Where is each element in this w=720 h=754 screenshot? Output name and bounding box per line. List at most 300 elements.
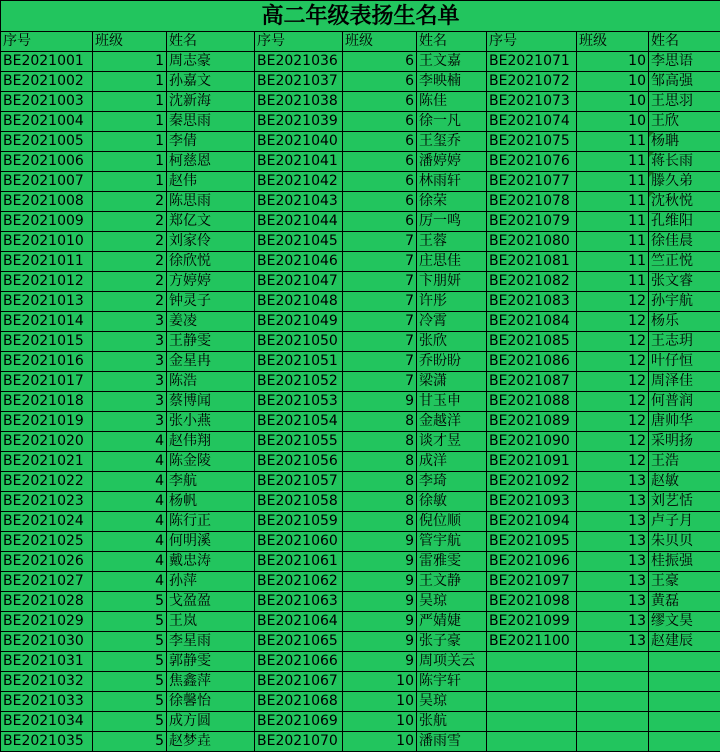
cell-class[interactable]: 5 bbox=[93, 692, 167, 712]
cell-student-name[interactable]: 王岚 bbox=[167, 612, 255, 632]
cell-class[interactable]: 10 bbox=[343, 712, 417, 732]
header-cell-id[interactable]: 序号 bbox=[1, 32, 93, 52]
cell-student-name[interactable]: 王浩 bbox=[649, 452, 720, 472]
cell-student-name[interactable]: 蒋长雨 bbox=[649, 152, 720, 172]
cell-class[interactable]: 3 bbox=[93, 312, 167, 332]
cell-student-name[interactable]: 缪文昊 bbox=[649, 612, 720, 632]
cell-student-id[interactable]: BE2021020 bbox=[1, 432, 93, 452]
cell-class[interactable]: 11 bbox=[577, 232, 649, 252]
cell-student-name[interactable]: 张小燕 bbox=[167, 412, 255, 432]
cell-student-id[interactable]: BE2021040 bbox=[255, 132, 343, 152]
cell-student-name[interactable]: 严婧婕 bbox=[417, 612, 487, 632]
cell-student-id[interactable]: BE2021017 bbox=[1, 372, 93, 392]
cell-student-name[interactable]: 陈宇轩 bbox=[417, 672, 487, 692]
cell-student-id[interactable]: BE2021076 bbox=[487, 152, 577, 172]
cell-class[interactable]: 6 bbox=[343, 132, 417, 152]
cell-student-name[interactable]: 赵建辰 bbox=[649, 632, 720, 652]
cell-student-id[interactable]: BE2021043 bbox=[255, 192, 343, 212]
cell-student-name[interactable]: 采明扬 bbox=[649, 432, 720, 452]
cell-class[interactable]: 12 bbox=[577, 392, 649, 412]
cell-student-id[interactable]: BE2021071 bbox=[487, 52, 577, 72]
cell-student-id[interactable]: BE2021077 bbox=[487, 172, 577, 192]
cell-student-name[interactable]: 庄思佳 bbox=[417, 252, 487, 272]
cell-student-id[interactable]: BE2021001 bbox=[1, 52, 93, 72]
cell-student-id[interactable]: BE2021070 bbox=[255, 732, 343, 752]
cell-student-id[interactable]: BE2021072 bbox=[487, 72, 577, 92]
cell-student-id[interactable]: BE2021002 bbox=[1, 72, 93, 92]
cell-class[interactable]: 6 bbox=[343, 52, 417, 72]
cell-class[interactable]: 13 bbox=[577, 552, 649, 572]
cell-student-name[interactable]: 杨乐 bbox=[649, 312, 720, 332]
cell-class[interactable]: 1 bbox=[93, 72, 167, 92]
cell-student-id[interactable]: BE2021011 bbox=[1, 252, 93, 272]
cell-student-id[interactable]: BE2021085 bbox=[487, 332, 577, 352]
cell-student-id[interactable]: BE2021028 bbox=[1, 592, 93, 612]
cell-student-id[interactable]: BE2021012 bbox=[1, 272, 93, 292]
cell-class[interactable]: 12 bbox=[577, 412, 649, 432]
cell-class[interactable]: 10 bbox=[577, 52, 649, 72]
cell-student-id[interactable]: BE2021088 bbox=[487, 392, 577, 412]
cell-student-id[interactable]: BE2021062 bbox=[255, 572, 343, 592]
cell-class[interactable]: 7 bbox=[343, 372, 417, 392]
cell-student-name[interactable]: 王静雯 bbox=[167, 332, 255, 352]
cell-student-id[interactable]: BE2021026 bbox=[1, 552, 93, 572]
cell-class[interactable]: 6 bbox=[343, 212, 417, 232]
cell-class[interactable]: 11 bbox=[577, 132, 649, 152]
cell-student-name[interactable]: 李琦 bbox=[417, 472, 487, 492]
cell-student-name[interactable]: 徐一凡 bbox=[417, 112, 487, 132]
cell-class[interactable]: 7 bbox=[343, 332, 417, 352]
cell-class[interactable]: 1 bbox=[93, 52, 167, 72]
cell-student-id[interactable]: BE2021005 bbox=[1, 132, 93, 152]
cell-student-id[interactable]: BE2021004 bbox=[1, 112, 93, 132]
cell-class[interactable]: 7 bbox=[343, 352, 417, 372]
cell-class[interactable]: 9 bbox=[343, 612, 417, 632]
cell-student-name[interactable]: 吴琼 bbox=[417, 592, 487, 612]
header-cell-class[interactable]: 班级 bbox=[577, 32, 649, 52]
cell-student-id[interactable] bbox=[487, 732, 577, 752]
cell-student-id[interactable]: BE2021053 bbox=[255, 392, 343, 412]
cell-class[interactable]: 1 bbox=[93, 172, 167, 192]
header-cell-name[interactable]: 姓名 bbox=[417, 32, 487, 52]
cell-student-id[interactable]: BE2021033 bbox=[1, 692, 93, 712]
cell-student-id[interactable]: BE2021010 bbox=[1, 232, 93, 252]
cell-student-name[interactable]: 戴忠涛 bbox=[167, 552, 255, 572]
cell-student-id[interactable]: BE2021015 bbox=[1, 332, 93, 352]
cell-student-name[interactable]: 王思羽 bbox=[649, 92, 720, 112]
cell-class[interactable]: 1 bbox=[93, 92, 167, 112]
cell-student-name[interactable]: 周志豪 bbox=[167, 52, 255, 72]
cell-student-name[interactable]: 李映楠 bbox=[417, 72, 487, 92]
cell-class[interactable]: 9 bbox=[343, 392, 417, 412]
cell-student-name[interactable]: 姜凌 bbox=[167, 312, 255, 332]
cell-student-name[interactable]: 刘艺恬 bbox=[649, 492, 720, 512]
cell-student-name[interactable]: 桂振强 bbox=[649, 552, 720, 572]
cell-student-id[interactable]: BE2021023 bbox=[1, 492, 93, 512]
cell-student-name[interactable]: 梁潇 bbox=[417, 372, 487, 392]
cell-student-name[interactable]: 张子豪 bbox=[417, 632, 487, 652]
cell-student-id[interactable]: BE2021060 bbox=[255, 532, 343, 552]
cell-student-id[interactable]: BE2021073 bbox=[487, 92, 577, 112]
cell-class[interactable]: 12 bbox=[577, 352, 649, 372]
cell-student-id[interactable]: BE2021022 bbox=[1, 472, 93, 492]
cell-student-id[interactable]: BE2021097 bbox=[487, 572, 577, 592]
cell-class[interactable]: 2 bbox=[93, 232, 167, 252]
cell-student-name[interactable]: 成洋 bbox=[417, 452, 487, 472]
cell-class[interactable]: 9 bbox=[343, 552, 417, 572]
cell-student-name[interactable]: 管宇航 bbox=[417, 532, 487, 552]
cell-student-id[interactable]: BE2021080 bbox=[487, 232, 577, 252]
cell-class[interactable]: 7 bbox=[343, 272, 417, 292]
cell-student-id[interactable]: BE2021021 bbox=[1, 452, 93, 472]
cell-student-name[interactable]: 钟灵子 bbox=[167, 292, 255, 312]
cell-student-name[interactable]: 戈盈盈 bbox=[167, 592, 255, 612]
cell-student-id[interactable]: BE2021045 bbox=[255, 232, 343, 252]
cell-student-name[interactable]: 杨帆 bbox=[167, 492, 255, 512]
header-cell-name[interactable]: 姓名 bbox=[649, 32, 720, 52]
cell-student-id[interactable]: BE2021074 bbox=[487, 112, 577, 132]
cell-class[interactable]: 8 bbox=[343, 412, 417, 432]
cell-student-id[interactable] bbox=[487, 692, 577, 712]
cell-student-name[interactable]: 滕久弟 bbox=[649, 172, 720, 192]
cell-class[interactable]: 4 bbox=[93, 532, 167, 552]
cell-student-name[interactable]: 徐馨怡 bbox=[167, 692, 255, 712]
cell-student-id[interactable]: BE2021007 bbox=[1, 172, 93, 192]
cell-class[interactable]: 8 bbox=[343, 432, 417, 452]
cell-student-name[interactable]: 徐荣 bbox=[417, 192, 487, 212]
cell-class[interactable]: 12 bbox=[577, 452, 649, 472]
cell-student-id[interactable]: BE2021041 bbox=[255, 152, 343, 172]
cell-student-id[interactable]: BE2021006 bbox=[1, 152, 93, 172]
cell-class[interactable]: 13 bbox=[577, 512, 649, 532]
cell-student-name[interactable]: 陈浩 bbox=[167, 372, 255, 392]
cell-student-id[interactable]: BE2021013 bbox=[1, 292, 93, 312]
cell-student-name[interactable]: 孔维阳 bbox=[649, 212, 720, 232]
cell-student-name[interactable]: 方婷婷 bbox=[167, 272, 255, 292]
cell-student-id[interactable]: BE2021093 bbox=[487, 492, 577, 512]
cell-student-id[interactable]: BE2021030 bbox=[1, 632, 93, 652]
cell-class[interactable]: 4 bbox=[93, 432, 167, 452]
cell-student-name[interactable]: 乔盼盼 bbox=[417, 352, 487, 372]
cell-student-id[interactable]: BE2021067 bbox=[255, 672, 343, 692]
cell-student-name[interactable]: 王蓉 bbox=[417, 232, 487, 252]
cell-student-name[interactable]: 李思语 bbox=[649, 52, 720, 72]
cell-student-name[interactable]: 厉一鸣 bbox=[417, 212, 487, 232]
header-cell-class[interactable]: 班级 bbox=[343, 32, 417, 52]
cell-student-id[interactable] bbox=[487, 712, 577, 732]
cell-class[interactable]: 4 bbox=[93, 552, 167, 572]
cell-class[interactable]: 9 bbox=[343, 592, 417, 612]
cell-student-id[interactable]: BE2021042 bbox=[255, 172, 343, 192]
cell-student-name[interactable]: 唐帅华 bbox=[649, 412, 720, 432]
cell-class[interactable]: 5 bbox=[93, 732, 167, 752]
cell-student-name[interactable]: 冷霄 bbox=[417, 312, 487, 332]
cell-student-name[interactable]: 徐敏 bbox=[417, 492, 487, 512]
cell-student-id[interactable]: BE2021014 bbox=[1, 312, 93, 332]
cell-student-id[interactable] bbox=[487, 652, 577, 672]
cell-class[interactable]: 8 bbox=[343, 492, 417, 512]
cell-student-id[interactable]: BE2021003 bbox=[1, 92, 93, 112]
cell-student-name[interactable]: 金越洋 bbox=[417, 412, 487, 432]
cell-student-id[interactable]: BE2021081 bbox=[487, 252, 577, 272]
cell-student-id[interactable]: BE2021046 bbox=[255, 252, 343, 272]
cell-class[interactable]: 3 bbox=[93, 352, 167, 372]
cell-student-id[interactable]: BE2021031 bbox=[1, 652, 93, 672]
cell-class[interactable]: 5 bbox=[93, 672, 167, 692]
cell-class[interactable]: 9 bbox=[343, 572, 417, 592]
cell-student-name[interactable]: 何明溪 bbox=[167, 532, 255, 552]
cell-class[interactable]: 4 bbox=[93, 452, 167, 472]
cell-student-id[interactable]: BE2021083 bbox=[487, 292, 577, 312]
cell-student-id[interactable]: BE2021089 bbox=[487, 412, 577, 432]
cell-student-name[interactable]: 陈思雨 bbox=[167, 192, 255, 212]
cell-student-id[interactable]: BE2021087 bbox=[487, 372, 577, 392]
cell-student-id[interactable]: BE2021092 bbox=[487, 472, 577, 492]
cell-class[interactable]: 5 bbox=[93, 652, 167, 672]
cell-class[interactable]: 13 bbox=[577, 532, 649, 552]
cell-student-id[interactable]: BE2021036 bbox=[255, 52, 343, 72]
cell-class[interactable]: 10 bbox=[577, 72, 649, 92]
cell-class[interactable]: 1 bbox=[93, 112, 167, 132]
cell-class[interactable]: 6 bbox=[343, 192, 417, 212]
cell-student-id[interactable]: BE2021034 bbox=[1, 712, 93, 732]
cell-student-id[interactable]: BE2021091 bbox=[487, 452, 577, 472]
cell-class[interactable]: 1 bbox=[93, 152, 167, 172]
cell-class[interactable] bbox=[577, 652, 649, 672]
cell-class[interactable]: 10 bbox=[343, 672, 417, 692]
cell-class[interactable]: 8 bbox=[343, 452, 417, 472]
cell-student-id[interactable]: BE2021051 bbox=[255, 352, 343, 372]
cell-student-id[interactable]: BE2021019 bbox=[1, 412, 93, 432]
cell-student-id[interactable]: BE2021050 bbox=[255, 332, 343, 352]
cell-class[interactable]: 9 bbox=[343, 652, 417, 672]
cell-student-id[interactable]: BE2021095 bbox=[487, 532, 577, 552]
cell-student-name[interactable]: 张航 bbox=[417, 712, 487, 732]
cell-student-name[interactable]: 周泽佳 bbox=[649, 372, 720, 392]
cell-class[interactable]: 12 bbox=[577, 332, 649, 352]
header-cell-name[interactable]: 姓名 bbox=[167, 32, 255, 52]
cell-student-id[interactable]: BE2021057 bbox=[255, 472, 343, 492]
cell-student-name[interactable] bbox=[649, 712, 720, 732]
cell-class[interactable]: 13 bbox=[577, 592, 649, 612]
cell-class[interactable]: 13 bbox=[577, 492, 649, 512]
cell-student-name[interactable]: 黄磊 bbox=[649, 592, 720, 612]
cell-student-id[interactable]: BE2021049 bbox=[255, 312, 343, 332]
cell-class[interactable]: 5 bbox=[93, 612, 167, 632]
cell-student-id[interactable]: BE2021069 bbox=[255, 712, 343, 732]
cell-student-name[interactable]: 叶仔恒 bbox=[649, 352, 720, 372]
cell-student-id[interactable]: BE2021037 bbox=[255, 72, 343, 92]
cell-student-id[interactable]: BE2021058 bbox=[255, 492, 343, 512]
cell-class[interactable]: 11 bbox=[577, 212, 649, 232]
cell-class[interactable]: 7 bbox=[343, 312, 417, 332]
cell-student-name[interactable]: 竺正悦 bbox=[649, 252, 720, 272]
cell-student-id[interactable]: BE2021082 bbox=[487, 272, 577, 292]
cell-student-name[interactable]: 谈才昱 bbox=[417, 432, 487, 452]
cell-class[interactable]: 6 bbox=[343, 112, 417, 132]
cell-student-id[interactable]: BE2021055 bbox=[255, 432, 343, 452]
cell-student-id[interactable]: BE2021035 bbox=[1, 732, 93, 752]
cell-student-name[interactable] bbox=[649, 692, 720, 712]
cell-student-name[interactable]: 王欣 bbox=[649, 112, 720, 132]
cell-class[interactable]: 13 bbox=[577, 572, 649, 592]
cell-student-name[interactable]: 张欣 bbox=[417, 332, 487, 352]
cell-student-id[interactable]: BE2021048 bbox=[255, 292, 343, 312]
cell-student-id[interactable]: BE2021078 bbox=[487, 192, 577, 212]
cell-student-name[interactable]: 何普润 bbox=[649, 392, 720, 412]
cell-student-id[interactable]: BE2021098 bbox=[487, 592, 577, 612]
cell-student-name[interactable]: 王文嘉 bbox=[417, 52, 487, 72]
cell-student-name[interactable]: 王玺乔 bbox=[417, 132, 487, 152]
cell-student-name[interactable]: 王志玥 bbox=[649, 332, 720, 352]
cell-student-name[interactable]: 邹高强 bbox=[649, 72, 720, 92]
cell-class[interactable]: 10 bbox=[343, 692, 417, 712]
cell-student-id[interactable]: BE2021044 bbox=[255, 212, 343, 232]
header-cell-id[interactable]: 序号 bbox=[255, 32, 343, 52]
cell-student-id[interactable]: BE2021086 bbox=[487, 352, 577, 372]
cell-class[interactable]: 12 bbox=[577, 372, 649, 392]
cell-student-name[interactable]: 李倩 bbox=[167, 132, 255, 152]
cell-student-id[interactable]: BE2021064 bbox=[255, 612, 343, 632]
cell-student-name[interactable]: 沈秋悦 bbox=[649, 192, 720, 212]
cell-student-id[interactable]: BE2021056 bbox=[255, 452, 343, 472]
cell-student-name[interactable]: 孙嘉文 bbox=[167, 72, 255, 92]
cell-class[interactable]: 4 bbox=[93, 492, 167, 512]
cell-class[interactable]: 8 bbox=[343, 512, 417, 532]
cell-student-name[interactable]: 沈新海 bbox=[167, 92, 255, 112]
cell-student-id[interactable]: BE2021018 bbox=[1, 392, 93, 412]
cell-student-id[interactable]: BE2021027 bbox=[1, 572, 93, 592]
cell-student-name[interactable]: 吴琼 bbox=[417, 692, 487, 712]
cell-student-name[interactable]: 秦思雨 bbox=[167, 112, 255, 132]
cell-student-id[interactable]: BE2021066 bbox=[255, 652, 343, 672]
cell-class[interactable]: 11 bbox=[577, 272, 649, 292]
cell-student-id[interactable]: BE2021052 bbox=[255, 372, 343, 392]
cell-student-name[interactable] bbox=[649, 672, 720, 692]
cell-student-id[interactable]: BE2021063 bbox=[255, 592, 343, 612]
cell-class[interactable]: 11 bbox=[577, 172, 649, 192]
cell-student-id[interactable]: BE2021100 bbox=[487, 632, 577, 652]
cell-student-id[interactable]: BE2021099 bbox=[487, 612, 577, 632]
cell-student-name[interactable]: 陈行正 bbox=[167, 512, 255, 532]
cell-student-name[interactable]: 林雨轩 bbox=[417, 172, 487, 192]
cell-student-name[interactable]: 郑亿文 bbox=[167, 212, 255, 232]
cell-student-id[interactable]: BE2021068 bbox=[255, 692, 343, 712]
cell-student-id[interactable]: BE2021065 bbox=[255, 632, 343, 652]
cell-student-name[interactable]: 王文静 bbox=[417, 572, 487, 592]
cell-class[interactable]: 12 bbox=[577, 432, 649, 452]
cell-student-name[interactable]: 朱贝贝 bbox=[649, 532, 720, 552]
cell-class[interactable]: 2 bbox=[93, 252, 167, 272]
cell-student-id[interactable]: BE2021038 bbox=[255, 92, 343, 112]
cell-student-name[interactable]: 周项关云 bbox=[417, 652, 487, 672]
cell-student-name[interactable]: 孙宇航 bbox=[649, 292, 720, 312]
cell-student-name[interactable]: 潘雨雪 bbox=[417, 732, 487, 752]
cell-class[interactable]: 13 bbox=[577, 472, 649, 492]
cell-student-name[interactable]: 孙萍 bbox=[167, 572, 255, 592]
cell-student-name[interactable]: 王豪 bbox=[649, 572, 720, 592]
cell-class[interactable]: 2 bbox=[93, 212, 167, 232]
cell-class[interactable]: 10 bbox=[577, 92, 649, 112]
cell-student-name[interactable]: 潘婷婷 bbox=[417, 152, 487, 172]
cell-student-name[interactable]: 徐欣悦 bbox=[167, 252, 255, 272]
cell-student-name[interactable] bbox=[649, 732, 720, 752]
cell-class[interactable]: 6 bbox=[343, 92, 417, 112]
cell-class[interactable]: 2 bbox=[93, 292, 167, 312]
cell-student-id[interactable]: BE2021090 bbox=[487, 432, 577, 452]
cell-student-id[interactable]: BE2021029 bbox=[1, 612, 93, 632]
cell-student-name[interactable]: 李航 bbox=[167, 472, 255, 492]
cell-student-name[interactable]: 徐佳晨 bbox=[649, 232, 720, 252]
cell-student-name[interactable]: 焦鑫萍 bbox=[167, 672, 255, 692]
cell-student-id[interactable] bbox=[487, 672, 577, 692]
cell-student-name[interactable]: 卞朋妍 bbox=[417, 272, 487, 292]
cell-student-name[interactable]: 倪位顺 bbox=[417, 512, 487, 532]
cell-student-name[interactable]: 雷雅雯 bbox=[417, 552, 487, 572]
cell-student-id[interactable]: BE2021047 bbox=[255, 272, 343, 292]
cell-student-name[interactable]: 赵伟 bbox=[167, 172, 255, 192]
cell-student-name[interactable]: 蔡博闻 bbox=[167, 392, 255, 412]
cell-student-name[interactable]: 杨聃 bbox=[649, 132, 720, 152]
cell-class[interactable]: 13 bbox=[577, 612, 649, 632]
cell-student-name[interactable]: 甘玉申 bbox=[417, 392, 487, 412]
cell-student-id[interactable]: BE2021094 bbox=[487, 512, 577, 532]
cell-class[interactable]: 2 bbox=[93, 192, 167, 212]
cell-class[interactable]: 10 bbox=[343, 732, 417, 752]
cell-student-id[interactable]: BE2021024 bbox=[1, 512, 93, 532]
cell-class[interactable]: 2 bbox=[93, 272, 167, 292]
cell-class[interactable]: 10 bbox=[577, 112, 649, 132]
cell-class[interactable]: 7 bbox=[343, 252, 417, 272]
cell-class[interactable] bbox=[577, 732, 649, 752]
cell-class[interactable]: 9 bbox=[343, 532, 417, 552]
cell-class[interactable]: 6 bbox=[343, 172, 417, 192]
cell-class[interactable]: 5 bbox=[93, 592, 167, 612]
cell-class[interactable]: 5 bbox=[93, 632, 167, 652]
cell-student-name[interactable]: 李星雨 bbox=[167, 632, 255, 652]
cell-student-name[interactable]: 赵伟翔 bbox=[167, 432, 255, 452]
cell-class[interactable]: 11 bbox=[577, 192, 649, 212]
cell-student-name[interactable]: 张文睿 bbox=[649, 272, 720, 292]
cell-student-name[interactable] bbox=[649, 652, 720, 672]
cell-student-name[interactable]: 卢子月 bbox=[649, 512, 720, 532]
cell-class[interactable]: 1 bbox=[93, 132, 167, 152]
cell-class[interactable]: 11 bbox=[577, 252, 649, 272]
cell-student-name[interactable]: 成方圆 bbox=[167, 712, 255, 732]
cell-class[interactable]: 4 bbox=[93, 572, 167, 592]
cell-class[interactable]: 7 bbox=[343, 292, 417, 312]
cell-class[interactable]: 11 bbox=[577, 152, 649, 172]
cell-student-id[interactable]: BE2021008 bbox=[1, 192, 93, 212]
cell-student-id[interactable]: BE2021025 bbox=[1, 532, 93, 552]
cell-class[interactable]: 3 bbox=[93, 412, 167, 432]
cell-student-name[interactable]: 陈佳 bbox=[417, 92, 487, 112]
cell-class[interactable]: 5 bbox=[93, 712, 167, 732]
cell-student-id[interactable]: BE2021054 bbox=[255, 412, 343, 432]
cell-student-id[interactable]: BE2021096 bbox=[487, 552, 577, 572]
cell-class[interactable]: 12 bbox=[577, 292, 649, 312]
cell-class[interactable]: 3 bbox=[93, 372, 167, 392]
cell-student-name[interactable]: 陈金陵 bbox=[167, 452, 255, 472]
cell-student-id[interactable]: BE2021084 bbox=[487, 312, 577, 332]
cell-student-id[interactable]: BE2021016 bbox=[1, 352, 93, 372]
cell-class[interactable]: 3 bbox=[93, 332, 167, 352]
cell-class[interactable] bbox=[577, 692, 649, 712]
cell-class[interactable]: 12 bbox=[577, 312, 649, 332]
cell-student-id[interactable]: BE2021061 bbox=[255, 552, 343, 572]
cell-student-id[interactable]: BE2021032 bbox=[1, 672, 93, 692]
cell-student-name[interactable]: 赵梦垚 bbox=[167, 732, 255, 752]
